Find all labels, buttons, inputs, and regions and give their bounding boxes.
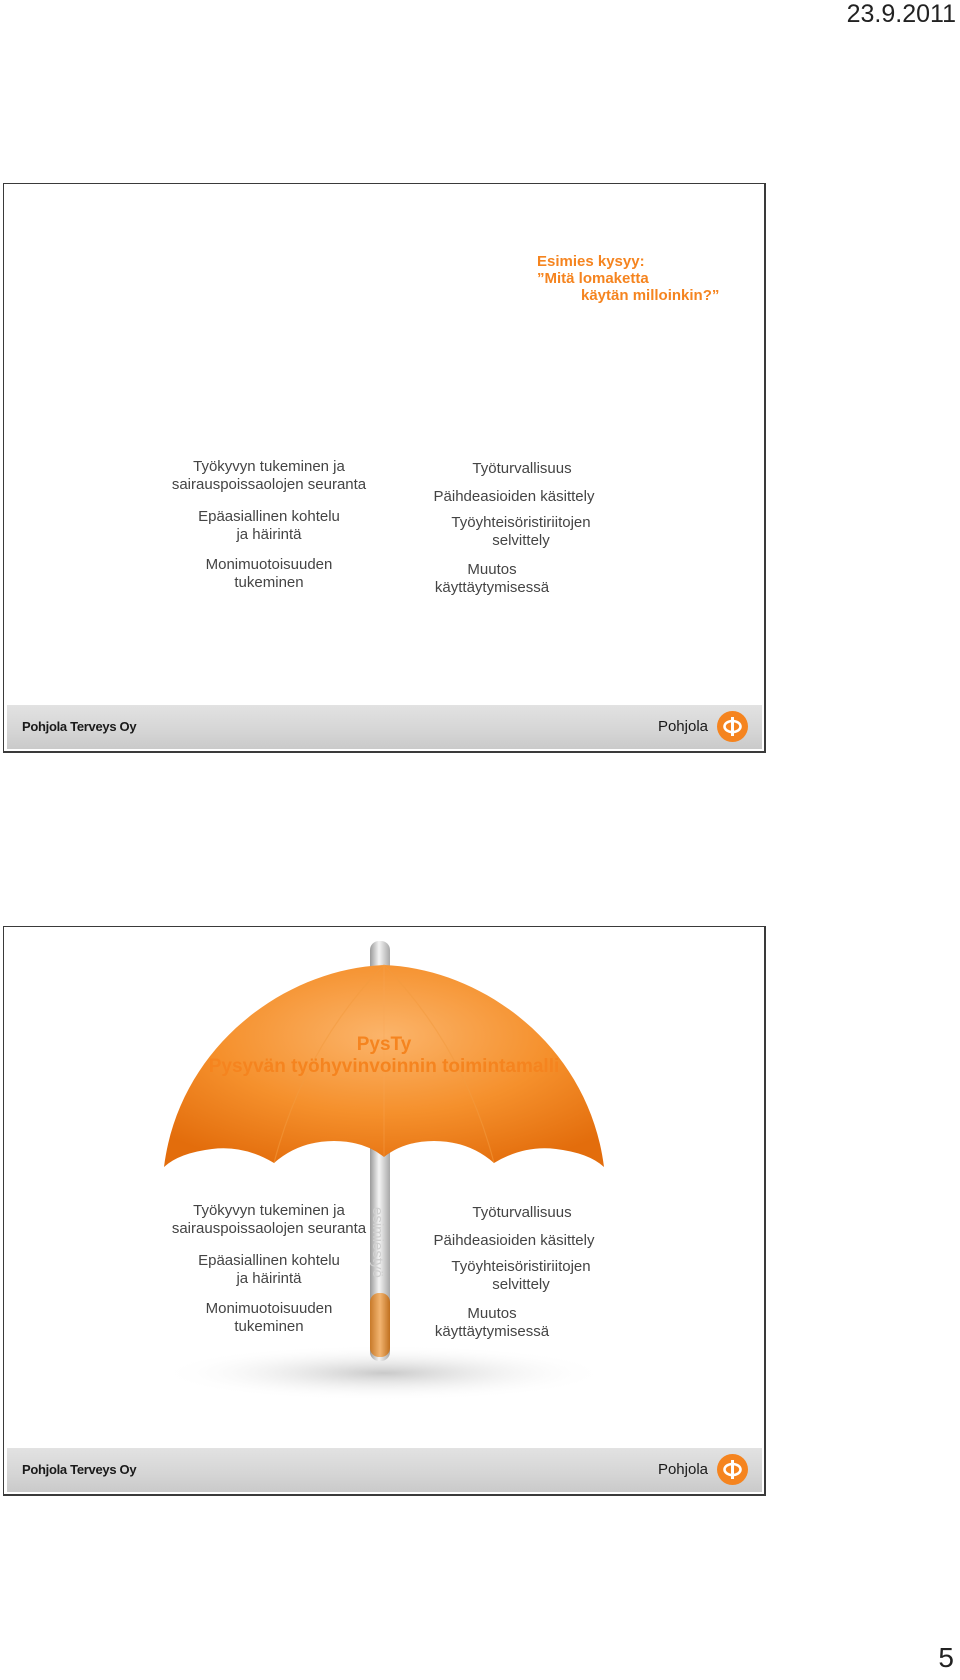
topic-harassment: Epäasiallinen kohtelu ja häirintä xyxy=(198,508,340,543)
topic-behavior-change: Muutos käyttäytymisessä xyxy=(434,561,550,596)
umbrella-illustration xyxy=(4,927,764,1447)
slide-footer xyxy=(7,1448,762,1492)
pohjola-logo-icon xyxy=(717,1454,748,1485)
shaft-label: esimiestyö xyxy=(369,1207,386,1278)
topic-behavior-change: Muutos käyttäytymisessä xyxy=(434,1305,550,1340)
topic-work-ability: Työkyvyn tukeminen ja sairauspoissaolojen seuranta xyxy=(171,458,367,493)
topic-substance-abuse: Päihdeasioiden käsittely xyxy=(433,1232,595,1249)
topic-occupational-safety: Työturvallisuus xyxy=(472,1204,572,1221)
topic-diversity: Monimuotoisuuden tukeminen xyxy=(205,556,333,591)
manager-question xyxy=(537,253,719,304)
footer-brand: Pohjola xyxy=(657,1461,708,1478)
slide-1 xyxy=(3,183,766,753)
pohjola-logo-icon xyxy=(717,711,748,742)
page-number: 5 xyxy=(938,1642,954,1673)
question-line-2: ”Mitä lomaketta xyxy=(537,270,649,287)
topic-conflicts: Työyhteisöristiriitojen selvittely xyxy=(451,514,591,549)
footer-company: Pohjola Terveys Oy xyxy=(22,719,137,734)
question-line-3: käytän milloinkin?” xyxy=(581,287,720,304)
topic-conflicts: Työyhteisöristiriitojen selvittely xyxy=(451,1258,591,1293)
question-line-1: Esimies kysyy: xyxy=(537,253,645,270)
topic-substance-abuse: Päihdeasioiden käsittely xyxy=(433,488,595,505)
pysty-subtitle: Pysyvän työhyvinvoinnin toimintamalli xyxy=(208,1056,560,1077)
page-date: 23.9.2011 xyxy=(846,0,956,28)
footer-brand: Pohjola xyxy=(657,718,708,735)
topic-work-ability: Työkyvyn tukeminen ja sairauspoissaolojen seuranta xyxy=(171,1202,367,1237)
slide-2 xyxy=(3,926,766,1496)
topic-occupational-safety: Työturvallisuus xyxy=(472,460,572,477)
topic-diversity: Monimuotoisuuden tukeminen xyxy=(205,1300,333,1335)
topic-harassment: Epäasiallinen kohtelu ja häirintä xyxy=(198,1252,340,1287)
slide-footer xyxy=(7,705,762,749)
footer-company: Pohjola Terveys Oy xyxy=(22,1462,137,1477)
pysty-title: PysTy xyxy=(356,1034,412,1055)
